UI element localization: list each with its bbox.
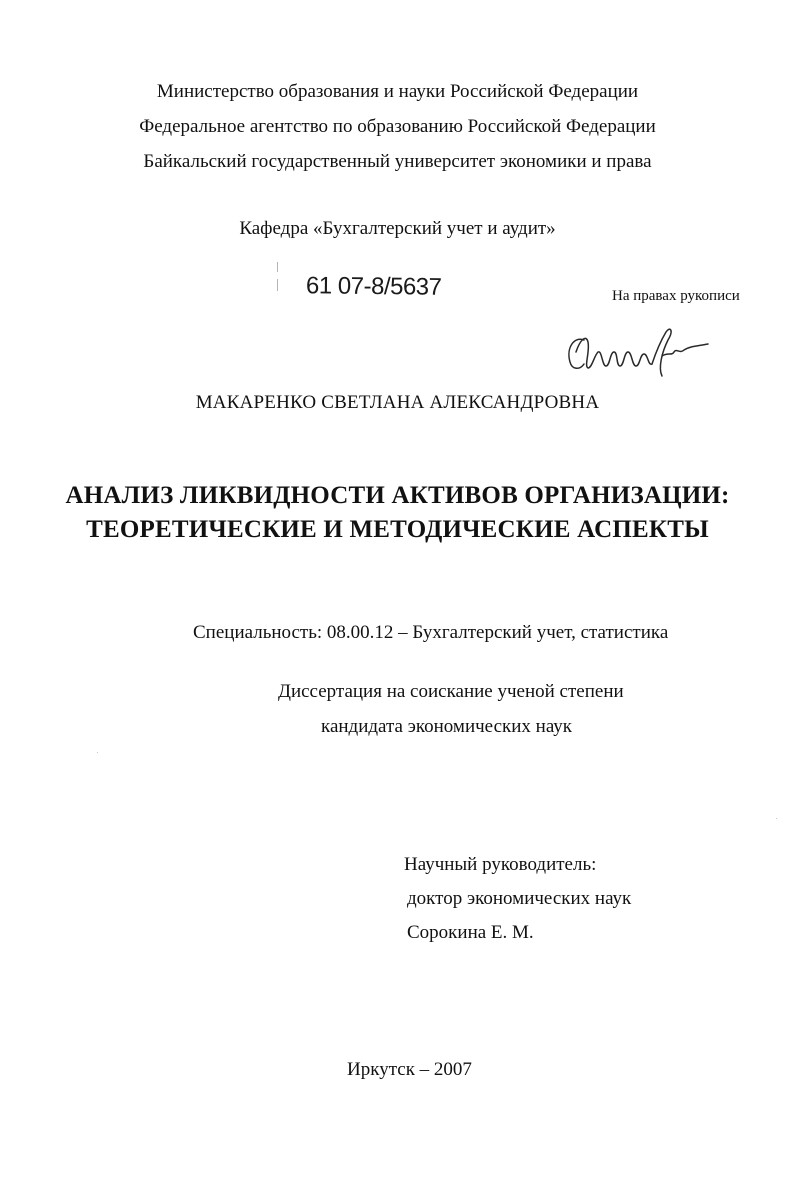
thesis-title-line-2: ТЕОРЕТИЧЕСКИЕ И МЕТОДИЧЕСКИЕ АСПЕКТЫ xyxy=(86,516,709,543)
scan-speck xyxy=(776,818,777,819)
supervisor-degree: доктор экономических наук xyxy=(407,888,632,909)
university-line: Байкальский государственный университет экономики и права xyxy=(143,151,652,172)
supervisor-name: Сорокина Е. М. xyxy=(407,922,534,943)
specialty-line: Специальность: 08.00.12 – Бухгалтерский учет, статистика xyxy=(193,622,669,643)
library-stamp-number: 61 07-8/5637 xyxy=(305,272,442,301)
dissertation-line-2: кандидата экономических наук xyxy=(321,716,573,737)
department-line: Кафедра «Бухгалтерский учет и аудит» xyxy=(239,218,556,239)
supervisor-label: Научный руководитель: xyxy=(404,854,597,875)
stamp-mark-top xyxy=(277,262,278,272)
scan-speck xyxy=(97,752,98,753)
dissertation-line-1: Диссертация на соискание ученой степени xyxy=(278,681,624,702)
signature-image xyxy=(562,322,712,380)
author-name: МАКАРЕНКО СВЕТЛАНА АЛЕКСАНДРОВНА xyxy=(195,392,600,413)
stamp-mark-bottom xyxy=(277,279,278,291)
rights-note: На правах рукописи xyxy=(612,288,740,304)
ministry-line: Министерство образования и науки Российской Федерации xyxy=(156,81,639,102)
thesis-title-line-1: АНАЛИЗ ЛИКВИДНОСТИ АКТИВОВ ОРГАНИЗАЦИИ: xyxy=(65,482,730,509)
city-year-footer: Иркутск – 2007 xyxy=(347,1059,472,1080)
agency-line: Федеральное агентство по образованию Российской Федерации xyxy=(139,116,656,137)
